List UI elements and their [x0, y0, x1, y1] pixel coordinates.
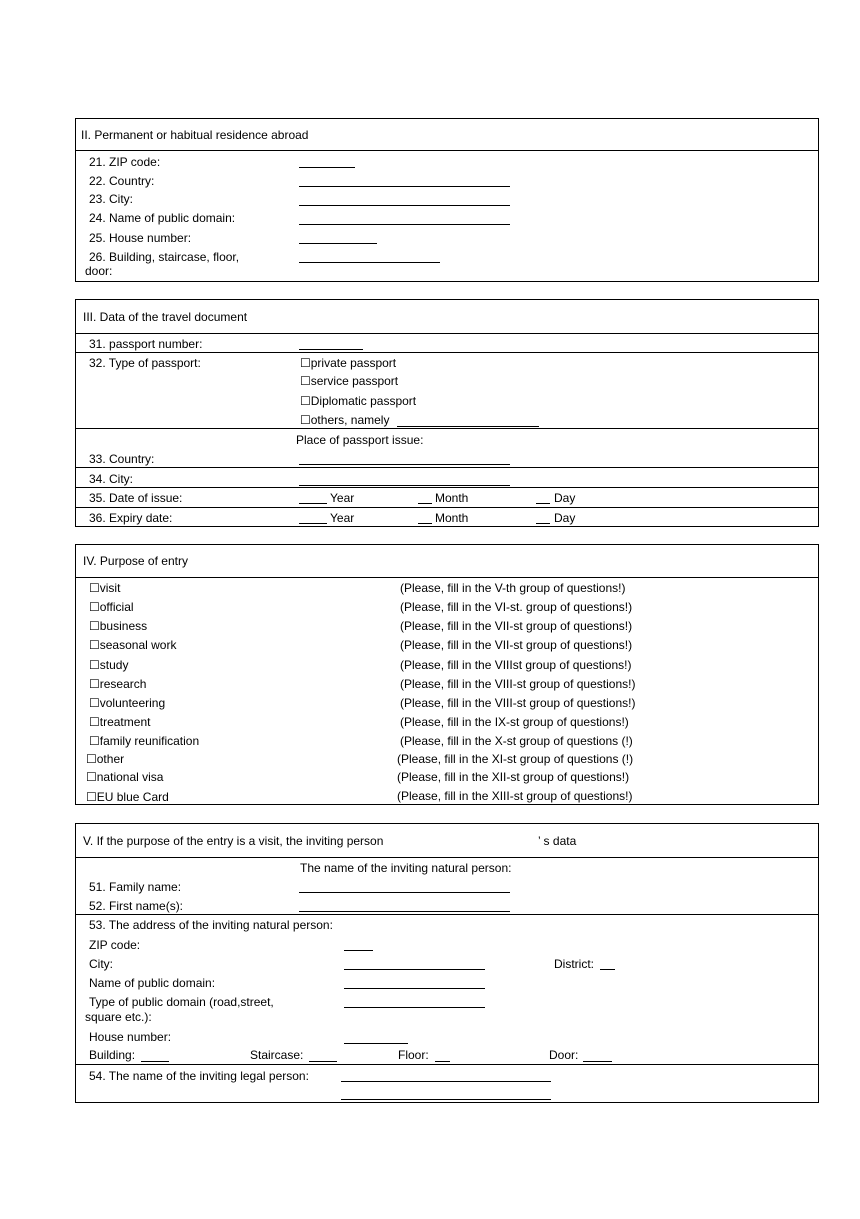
section-title-tail: ’ s data	[538, 834, 577, 848]
house-number-label: 25. House number:	[89, 231, 192, 245]
address-heading: 53. The address of the inviting natural person:	[89, 918, 333, 932]
zip-field[interactable]	[299, 167, 355, 168]
purpose-option-checkbox[interactable]: ☐other	[86, 752, 125, 766]
section-divider	[75, 577, 819, 578]
building-field[interactable]	[141, 1061, 169, 1062]
purpose-note: (Please, fill in the VIIIst group of questions!)	[400, 658, 632, 672]
purpose-note: (Please, fill in the XI-st group of questions (!)	[397, 752, 634, 766]
purpose-note: (Please, fill in the XIII-st group of questions!)	[397, 789, 633, 803]
issue-city-label: 34. City:	[89, 472, 134, 486]
purpose-option-checkbox[interactable]: ☐official	[89, 600, 134, 614]
row-divider	[75, 428, 819, 429]
expiry-day-field[interactable]	[536, 523, 550, 524]
door-field[interactable]	[583, 1061, 612, 1062]
floor-field[interactable]	[435, 1061, 450, 1062]
month-label: Month	[435, 491, 469, 505]
section-title: IV. Purpose of entry	[83, 554, 188, 568]
issue-country-label: 33. Country:	[89, 452, 155, 466]
section-divider	[75, 333, 819, 334]
section-divider	[75, 857, 819, 858]
issue-country-field[interactable]	[299, 464, 510, 465]
purpose-note: (Please, fill in the V-th group of questions!)	[400, 581, 626, 595]
expiry-year-field[interactable]	[299, 523, 327, 524]
issue-year-field[interactable]	[299, 503, 327, 504]
domain-type-label-cont: square etc.):	[85, 1010, 152, 1024]
purpose-note: (Please, fill in the VII-st group of questions!)	[400, 638, 633, 652]
section-title: III. Data of the travel document	[83, 310, 248, 324]
private-passport-checkbox[interactable]: ☐private passport	[300, 356, 397, 370]
purpose-option-checkbox[interactable]: ☐national visa	[86, 770, 164, 784]
purpose-option-checkbox[interactable]: ☐visit	[89, 581, 121, 595]
row-divider	[75, 914, 819, 915]
city-label: 23. City:	[89, 192, 134, 206]
house-number-label: House number:	[89, 1030, 172, 1044]
country-label: 22. Country:	[89, 174, 155, 188]
expiry-date-label: 36. Expiry date:	[89, 511, 173, 525]
purpose-note: (Please, fill in the XII-st group of questions!)	[397, 770, 630, 784]
diplomatic-passport-checkbox[interactable]: ☐Diplomatic passport	[300, 394, 417, 408]
row-divider	[75, 487, 819, 488]
passport-number-label: 31. passport number:	[89, 337, 203, 351]
legal-person-field-line2[interactable]	[341, 1099, 551, 1100]
others-passport-checkbox[interactable]: ☐others, namely	[300, 413, 390, 427]
public-domain-label: Name of public domain:	[89, 976, 216, 990]
domain-type-label: Type of public domain (road,street,	[89, 995, 274, 1009]
natural-person-heading: The name of the inviting natural person:	[300, 861, 512, 875]
purpose-option-checkbox[interactable]: ☐volunteering	[89, 696, 166, 710]
floor-label: Floor:	[398, 1048, 429, 1062]
building-label: Building:	[89, 1048, 136, 1062]
service-passport-checkbox[interactable]: ☐service passport	[300, 374, 399, 388]
public-domain-label: 24. Name of public domain:	[89, 211, 236, 225]
issue-date-label: 35. Date of issue:	[89, 491, 183, 505]
district-field[interactable]	[600, 969, 615, 970]
section-divider	[75, 150, 819, 151]
year-label: Year	[330, 511, 355, 525]
first-names-field[interactable]	[299, 911, 510, 912]
purpose-note: (Please, fill in the IX-st group of questions!)	[400, 715, 629, 729]
zip-label: ZIP code:	[89, 938, 141, 952]
district-label: District:	[554, 957, 594, 971]
legal-person-label: 54. The name of the inviting legal person:	[89, 1069, 309, 1083]
purpose-option-checkbox[interactable]: ☐seasonal work	[89, 638, 177, 652]
place-issue-heading: Place of passport issue:	[296, 433, 424, 447]
passport-number-field[interactable]	[299, 349, 363, 350]
staircase-field[interactable]	[309, 1061, 337, 1062]
staircase-label: Staircase:	[250, 1048, 304, 1062]
issue-city-field[interactable]	[299, 485, 510, 486]
city-label: City:	[89, 957, 113, 971]
house-number-field[interactable]	[344, 1043, 408, 1044]
family-name-field[interactable]	[299, 892, 510, 893]
legal-person-field[interactable]	[341, 1081, 551, 1082]
purpose-note: (Please, fill in the VI-st. group of questions!)	[400, 600, 633, 614]
purpose-note: (Please, fill in the VIII-st group of questions!)	[400, 696, 636, 710]
row-divider	[75, 352, 819, 353]
row-divider	[75, 507, 819, 508]
house-number-field[interactable]	[299, 243, 377, 244]
purpose-option-checkbox[interactable]: ☐research	[89, 677, 147, 691]
issue-month-field[interactable]	[418, 503, 432, 504]
purpose-option-checkbox[interactable]: ☐treatment	[89, 715, 151, 729]
domain-type-field[interactable]	[344, 1007, 485, 1008]
purpose-option-checkbox[interactable]: ☐family reunification	[89, 734, 200, 748]
purpose-option-checkbox[interactable]: ☐business	[89, 619, 148, 633]
purpose-option-checkbox[interactable]: ☐EU blue Card	[86, 790, 169, 804]
row-divider	[75, 1064, 819, 1065]
public-domain-field[interactable]	[344, 988, 485, 989]
family-name-label: 51. Family name:	[89, 880, 182, 894]
building-label-cont: door:	[85, 264, 113, 278]
section-title: II. Permanent or habitual residence abroad	[81, 128, 309, 142]
public-domain-field[interactable]	[299, 224, 510, 225]
city-field[interactable]	[344, 969, 485, 970]
purpose-note: (Please, fill in the VII-st group of questions!)	[400, 619, 633, 633]
passport-type-label: 32. Type of passport:	[89, 356, 201, 370]
issue-day-field[interactable]	[536, 503, 550, 504]
purpose-option-checkbox[interactable]: ☐study	[89, 658, 129, 672]
purpose-note: (Please, fill in the X-st group of questions (!)	[400, 734, 633, 748]
day-label: Day	[554, 511, 576, 525]
others-passport-field[interactable]	[397, 426, 539, 427]
first-names-label: 52. First name(s):	[89, 899, 184, 913]
door-label: Door:	[549, 1048, 579, 1062]
year-label: Year	[330, 491, 355, 505]
city-field[interactable]	[299, 205, 510, 206]
month-label: Month	[435, 511, 469, 525]
zip-label: 21. ZIP code:	[89, 155, 161, 169]
zip-field[interactable]	[344, 950, 373, 951]
section-title: V. If the purpose of the entry is a visit, the inviting person	[83, 834, 384, 848]
building-field[interactable]	[299, 262, 440, 263]
purpose-note: (Please, fill in the VIII-st group of questions!)	[400, 677, 636, 691]
country-field[interactable]	[299, 186, 510, 187]
day-label: Day	[554, 491, 576, 505]
building-label: 26. Building, staircase, floor,	[89, 250, 240, 264]
row-divider	[75, 467, 819, 468]
expiry-month-field[interactable]	[418, 523, 432, 524]
